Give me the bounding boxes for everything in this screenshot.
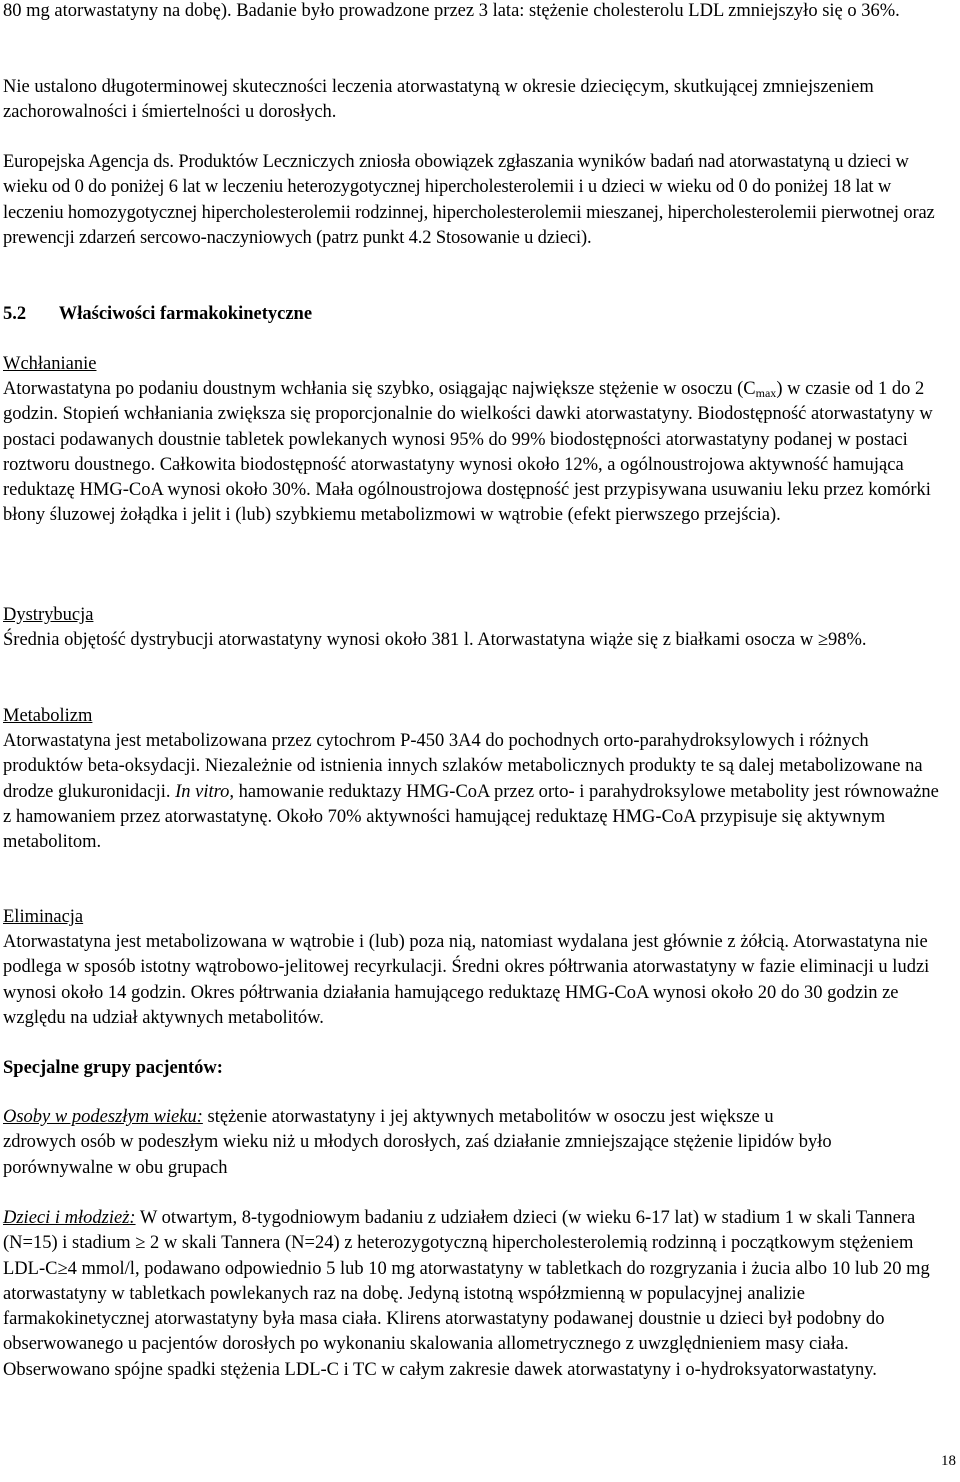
intro-paragraph-3: Europejska Agencja ds. Produktów Leczniczych zniosła obowiązek zgłaszania wyników badań nad atorwastatyną u dzieci w wieku od 0 do poniżej 6 lat w leczeniu heterozygotycznej hipercholesterolemii i u dzieci w wieku od 0 do poniżej 18 lat w leczeniu homozygotycznej hipercholesterolemii rodzinnej, hipercholesterolemii mieszanej, hipercholesterolemii pierwotnej oraz prewencji zdarzeń sercowo-naczyniowych (patrz punkt 4.2 Stosowanie u dzieci). [3,152,935,248]
children-paragraph [3,1206,948,1383]
special-groups-heading: Specjalne grupy pacjentów: [3,1058,223,1078]
elimination-heading: Eliminacja [3,907,84,927]
elderly-text: stężenie atorwastatyny i jej aktywnych metabolitów w osoczu jest większe u zdrowych osób w podeszłym wieku niż u młodych dorosłych, zaś działanie zmniejszające stężenie lipidów było porównywalne w obu grupach [3,1107,832,1178]
metabolism-text-start: Atorwastatyna jest metabolizowana przez cytochrom P-450 3A4 do pochodnych orto-parahydroksylowych i różnych produktów beta-oksydacji. Niezależnie od istnienia innych szlaków metabolicznych produkty te są dalej metabolizowane na drodze glukuronidacji. [3,731,923,802]
intro-paragraph-2: Nie ustalono długoterminowej skuteczności leczenia atorwastatyną w okresie dziecięcym, skutkującej zmniejszeniem zachorowalności i śmiertelności u dorosłych. [3,77,874,123]
elderly-label: Osoby w podeszłym wieku: [3,1107,203,1127]
distribution-heading: Dystrybucja [3,605,94,625]
cmax-subscript: max [755,386,777,400]
distribution-paragraph: Średnia objętość dystrybucji atorwastatyny wynosi około 381 l. Atorwastatyna wiąże się z białkami osocza w ≥98%. [3,630,867,650]
absorption-heading: Wchłanianie [3,354,97,374]
intro-paragraph-1: 80 mg atorwastatyny na dobę). Badanie było prowadzone przez 3 lata: stężenie cholesterolu LDL zmniejszyło się o 36%. [3,1,900,21]
elderly-paragraph [3,1105,843,1181]
absorption-text-end: ) w czasie od 1 do 2 godzin. Stopień wchłaniania zwiększa się proporcjonalnie do wielkości dawki atorwastatyny. Biodostępność atorwastatyny w postaci podawanych doustnie tabletek powlekanych wynosi 95% do 99% biodostępności atorwastatyny podanej w postaci roztworu doustnego. Całkowita biodostępność atorwastatyny wynosi około 12%, a ogólnoustrojowa aktywność hamująca reduktazę HMG-CoA wynosi około 30%. Mała ogólnoustrojowa dostępność jest przypisywana usuwaniu leku przez komórki błony śluzowej żołądka i jelit i (lub) szybkiemu metabolizmowi w wątrobie (efekt pierwszego przejścia). [3,379,933,526]
in-vitro-italic: In vitro, [175,781,235,802]
section-number: 5.2 [3,304,27,324]
page-number: 18 [941,1453,956,1469]
absorption-text-start: Atorwastatyna po podaniu doustnym wchłania się szybko, osiągając największe stężenie w osoczu (C [3,379,756,399]
metabolism-heading: Metabolizm [3,706,93,726]
metabolism-paragraph [3,729,943,855]
metabolism-text-end: hamowanie reduktazy HMG-CoA przez orto- i parahydroksylowe metabolity jest równoważne z hamowaniem przez atorwastatynę. Około 70% aktywności hamującej reduktazę HMG-CoA przypisuje się aktywnym metabolitom. [3,781,939,853]
children-text: W otwartym, 8-tygodniowym badaniu z udziałem dzieci (w wieku 6-17 lat) w stadium 1 w skali Tannera (N=15) i stadium ≥ 2 w skali Tannera (N=24) z heterozygotyczną hipercholesterolemią rodzinną i początkowym stężeniem LDL-C≥4 mmol/l, podawano odpowiednio 5 lub 10 mg atorwastatyny w tabletkach do rozgryzania i żucia albo 10 lub 20 mg atorwastatyny w tabletkach powlekanych raz na dobę. Jedyną istotną współzmienną w populacyjnej analizie farmakokinetycznej atorwastatyny była masa ciała. Klirens atorwastatyny podawanej doustnie u dzieci był podobny do obserwowanego u pacjentów dorosłych po wykonaniu skalowania allometrycznego z uwzględnieniem masy ciała. Obserwowano spójne spadki stężenia LDL-C i TC w całym zakresie dawek atorwastatyny i o-hydroksyatorwastatyny. [3,1208,930,1380]
children-label: Dzieci i młodzież: [3,1208,136,1228]
section-title: Właściwości farmakokinetyczne [58,304,313,324]
absorption-paragraph [3,377,955,529]
section-heading [3,302,948,327]
elimination-paragraph: Atorwastatyna jest metabolizowana w wątrobie i (lub) poza nią, natomiast wydalana jest głównie z żółcią. Atorwastatyna nie podlega w sposób istotny wątrobowo-jelitowej recyrkulacji. Średni okres półtrwania atorwastatyny w fazie eliminacji u ludzi wynosi około 14 godzin. Okres półtrwania działania hamującego reduktazę HMG-CoA wynosi około 20 do 30 godzin ze względu na udział aktywnych metabolitów. [3,932,930,1028]
